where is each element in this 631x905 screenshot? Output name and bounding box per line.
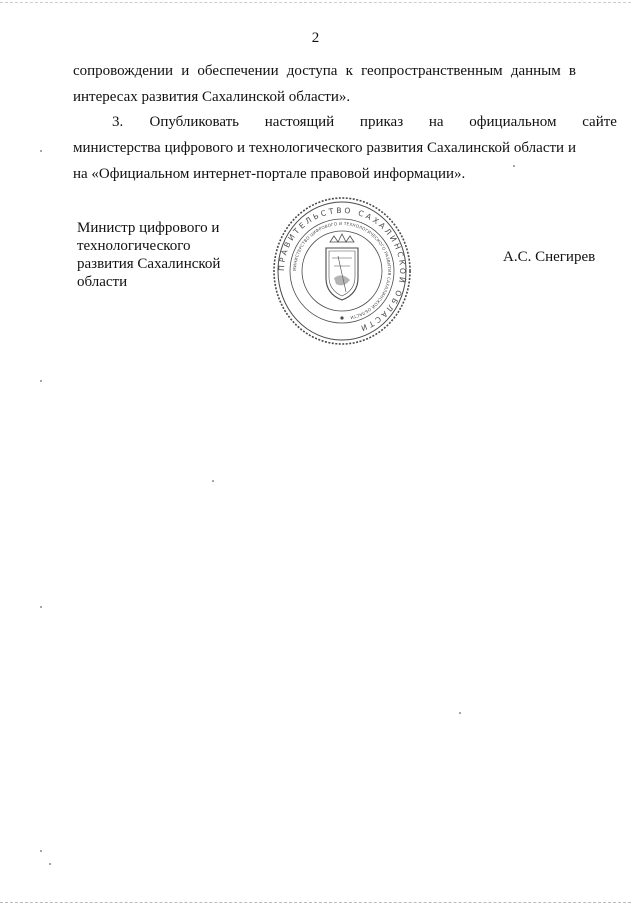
scan-speck <box>49 863 51 865</box>
paragraph-1 <box>73 58 576 110</box>
scan-speck <box>212 480 214 482</box>
paragraph-3-line-1-text: Опубликовать настоящий приказ на официальном сайте <box>149 114 617 130</box>
seal-outer-text: ПРАВИТЕЛЬСТВО САХАЛИНСКОЙ ОБЛАСТИ <box>276 205 408 334</box>
page-bottom-edge <box>0 902 631 903</box>
paragraph-3 <box>73 109 617 187</box>
paragraph-1-line-1: сопровождении и обеспечении доступа к геопространственным данным в <box>73 63 576 79</box>
signer-position-line-4: области <box>77 274 128 290</box>
scan-speck <box>513 165 515 167</box>
official-seal <box>272 196 412 346</box>
signer-position-line-3: развития Сахалинской <box>77 256 221 272</box>
paragraph-1-line-2: интересах развития Сахалинской области». <box>73 89 351 105</box>
paragraph-3-line-2: министерства цифрового и технологического развития Сахалинской области и <box>73 140 576 156</box>
scan-speck <box>459 712 461 714</box>
scan-speck <box>40 150 42 152</box>
paragraph-3-line-1 <box>73 109 617 135</box>
coat-of-arms-icon <box>326 234 358 320</box>
paragraph-3-line-3: на «Официальном интернет-портале правовой информации». <box>73 166 466 182</box>
scan-speck <box>40 850 42 852</box>
signer-position-line-1: Министр цифрового и <box>77 220 220 236</box>
paragraph-3-marker: 3. <box>112 114 124 130</box>
signer-name: А.С. Снегирев <box>503 249 596 265</box>
seal-graphic <box>272 196 412 346</box>
scan-speck <box>40 380 42 382</box>
page-number: 2 <box>311 30 320 46</box>
signer-position <box>77 219 237 291</box>
signer-position-line-2: технологического <box>77 238 191 254</box>
page-top-edge <box>0 2 631 3</box>
seal-inner-text: МИНИСТЕРСТВО ЦИФРОВОГО И ТЕХНОЛОГИЧЕСКОГО РАЗВИТИЯ САХАЛИНСКОЙ ОБЛАСТИ <box>291 220 393 321</box>
scan-speck <box>40 606 42 608</box>
